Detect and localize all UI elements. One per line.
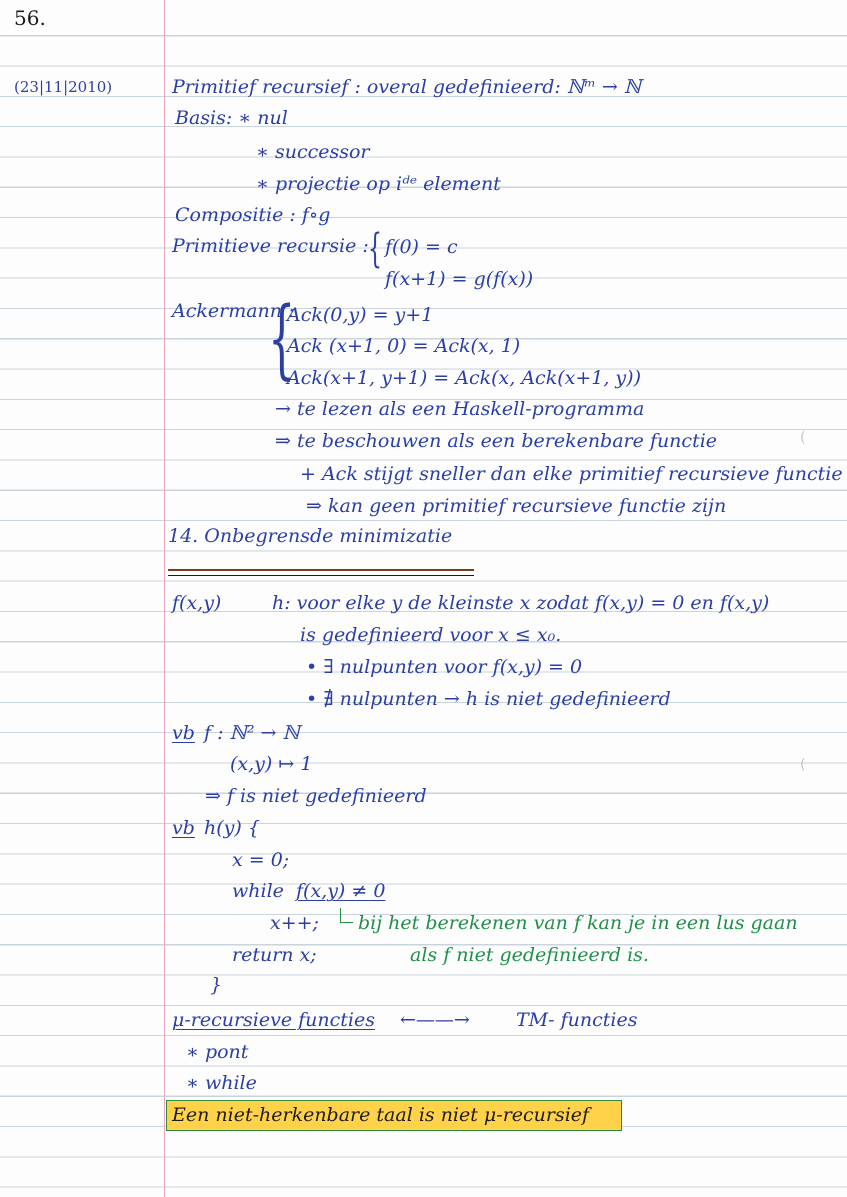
margin-mark: ( [800, 430, 806, 446]
ackermann-brace: { [268, 289, 296, 389]
line-vb1-conclusion: ⇒ f is niet gedefinieerd [205, 785, 427, 807]
code-note-2: als f niet gedefinieerd is. [410, 944, 649, 966]
code-close-brace: } [210, 974, 223, 996]
mu-item-pont: ∗ pont [186, 1041, 249, 1063]
line-ack-note-3: + Ack stijgt sneller dan elke primitief recursieve functie [300, 463, 843, 485]
line-projectie: ∗ projectie op iᵈᵉ element [256, 173, 501, 195]
line-vb1-map: (x,y) ↦ 1 [230, 753, 313, 775]
line-ack-case-1: Ack(0,y) = y+1 [287, 304, 434, 326]
line-min-f: f(x,y) [172, 592, 222, 614]
margin-line [164, 0, 165, 1197]
code-init: x = 0; [232, 849, 290, 871]
line-pr-case-2: f(x+1) = g(f(x)) [385, 268, 534, 290]
line-successor: ∗ successor [256, 141, 370, 163]
code-return: return x; [232, 944, 317, 966]
section-heading: 14. Onbegrensde minimizatie [168, 525, 453, 547]
section-divider [168, 569, 474, 571]
line-ack-note-1: → te lezen als een Haskell-programma [275, 398, 645, 420]
line-vb1-f: f : ℕ² → ℕ [204, 722, 300, 744]
code-condition: f(x,y) ≠ 0 [296, 880, 386, 902]
line-primitieve-recursie-label: Primitieve recursie : [172, 235, 369, 257]
line-ack-case-2: Ack (x+1, 0) = Ack(x, 1) [287, 335, 521, 357]
hook-arrow-icon [340, 908, 353, 923]
highlighted-conclusion: Een niet-herkenbare taal is niet μ-recursief [172, 1104, 590, 1126]
line-min-def-1: h: voor elke y de kleinste x zodat f(x,y) = 0 en f(x,y) [272, 592, 770, 614]
line-compositie: Compositie : f∘g [175, 204, 331, 226]
example-2-label: vb [172, 817, 195, 839]
line-ack-note-4: ⇒ kan geen primitief recursieve functie zijn [306, 495, 727, 517]
line-min-bullet-1: • ∃ nulpunten voor f(x,y) = 0 [306, 656, 583, 678]
margin-mark: ( [800, 757, 806, 773]
section-divider-thin [168, 575, 474, 576]
page-number: 56. [14, 6, 46, 30]
page-date: (23|11|2010) [14, 78, 113, 96]
code-increment: x++; [270, 912, 319, 934]
line-primitief-recursief: Primitief recursief : overal gedefinieerd: ℕᵐ → ℕ [172, 76, 642, 98]
example-1-label: vb [172, 722, 195, 744]
line-min-def-2: is gedefinieerd voor x ≤ x₀. [300, 624, 562, 646]
line-ack-note-2: ⇒ te beschouwen als een berekenbare functie [275, 430, 718, 452]
tm-functions-label: TM- functies [516, 1009, 638, 1031]
double-arrow-icon: ←——→ [400, 1009, 470, 1031]
line-pr-case-1: f(0) = c [385, 236, 458, 258]
line-vb2-head: h(y) { [204, 817, 260, 839]
line-basis: Basis: ∗ nul [175, 107, 288, 129]
pr-brace: { [368, 226, 382, 272]
line-min-bullet-2: • ∄ nulpunten → h is niet gedefinieerd [306, 688, 671, 710]
mu-recursive-label: μ-recursieve functies [172, 1009, 375, 1031]
code-note-1: bij het berekenen van f kan je in een lus gaan [358, 912, 798, 934]
mu-item-while: ∗ while [186, 1072, 257, 1094]
line-ack-case-3: Ack(x+1, y+1) = Ack(x, Ack(x+1, y)) [287, 367, 641, 389]
code-while: while [232, 880, 284, 902]
line-ackermann-label: Ackermann : [172, 300, 295, 322]
